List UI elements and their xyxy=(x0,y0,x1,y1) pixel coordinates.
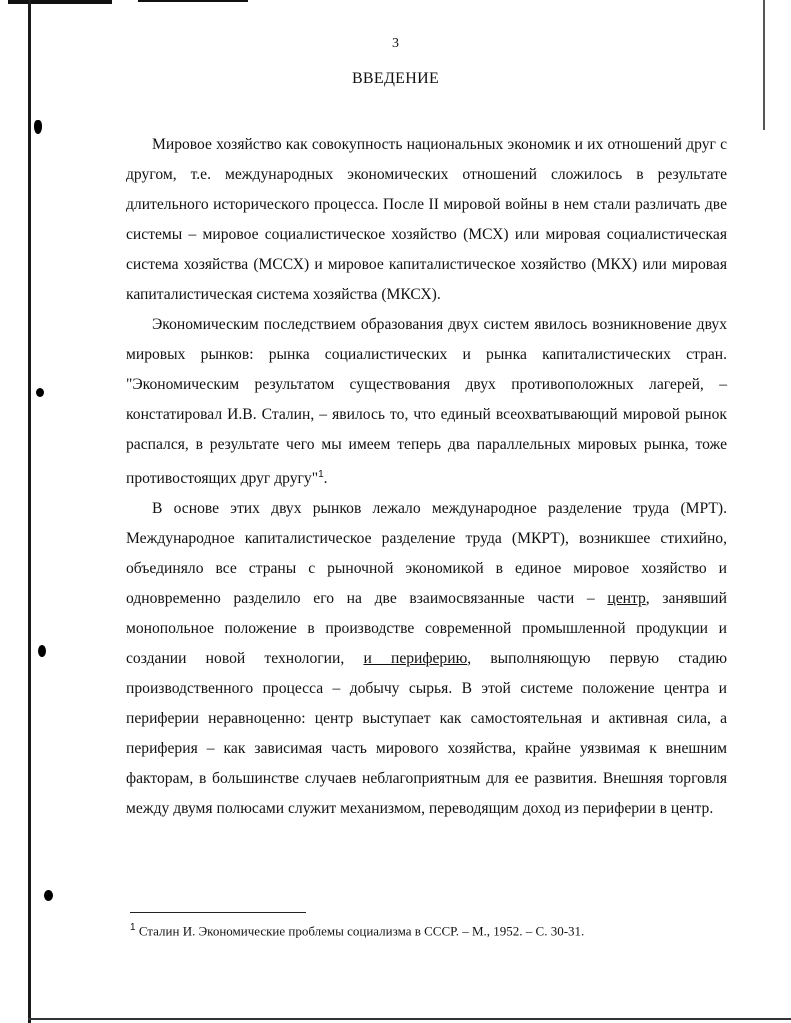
punch-hole-mark xyxy=(44,890,53,901)
scan-top-edge xyxy=(0,0,791,4)
paragraph-text: В основе этих двух рынков лежало международное разделение труда (МРТ). Международное капиталистическое разделение труда (МКРТ), возникшее стихийно, объединяло все страны с рыночной экономикой в единое мировое хозяйство и одновременно разделило его на две взаимосвязанные части – xyxy=(126,500,727,608)
footnote-text: Сталин И. Экономические проблемы социализма в СССР. – М., 1952. – С. 30-31. xyxy=(138,923,585,939)
paragraph-text: Мировое хозяйство как совокупность национальных экономик и их отношений друг с другом, т.е. международных экономических отношений сложилось в результате длительного исторического процесса. После II мировой войны в нем стали различать две системы – мировое социалистическое хозяйство (МСХ) или мировая социалистическая система хозяйства (МССХ) и мировое капиталистическое хозяйство (МКХ) или мировая капиталистическая система хозяйства (МКСХ). xyxy=(126,136,727,303)
footnote-reference: 1 xyxy=(318,469,324,480)
paragraph-two-markets: Экономическим последствием образования двух систем явилось возникновение двух мировых рынков: рынка социалистических и рынка капиталистических стран. "Экономическим результатом существования двух противоположных лагерей, – констатировал И.В. Сталин, – явилось то, что единый всеохватывающий мировой рынок распался, в результате чего мы имеем теперь два параллельных мировых рынка, тоже противостоящих друг другу"$^1$. xyxy=(126,316,727,488)
scan-right-edge xyxy=(763,0,765,130)
punch-hole-mark xyxy=(36,388,44,397)
paragraph-world-economy xyxy=(126,130,727,310)
punch-hole-mark xyxy=(34,120,42,134)
term-periphery: и периферию xyxy=(363,650,468,668)
scan-left-edge xyxy=(28,0,31,1023)
scan-bottom-edge xyxy=(28,1018,791,1020)
footnote-marker: 1 xyxy=(130,922,136,933)
punch-hole-mark xyxy=(38,645,46,657)
footnote xyxy=(130,918,584,941)
paragraph-text: , выполняющую первую стадию производственного процесса – добычу сырья. В этой системе положение центра и периферии неравноценно: центр выступает как самостоятельная и активная сила, а периферия – как зависимая часть мирового хозяйства, крайне уязвимая к внешним факторам, в большинстве случаев неблагоприятным для ее развития. Внешняя торговля между двумя полюсами служит механизмом, переводящим доход из периферии в центр. xyxy=(126,650,727,818)
page-title: ВВЕДЕНИЕ xyxy=(351,70,440,87)
page-number: 3 xyxy=(392,36,399,51)
paragraph-text: Экономическим последствием образования двух систем явилось возникновение двух мировых рынков: рынка социалистических и рынка капиталистических стран. "Экономическим результатом существования двух противоположных лагерей, – констатировал И.В. Сталин, – явилось то, что единый всеохватывающий мировой рынок распался, в результате чего мы имеем теперь два параллельных мировых рынка, тоже противостоящих друг другу" xyxy=(126,316,727,488)
paragraph-division-of-labour xyxy=(126,494,727,824)
document-body xyxy=(126,130,727,824)
term-center: центр xyxy=(607,590,646,608)
paragraph-text: , занявший монопольное положение в производстве современной промышленной продукции и создании новой технологии, xyxy=(126,590,727,668)
footnote-separator xyxy=(130,912,306,913)
